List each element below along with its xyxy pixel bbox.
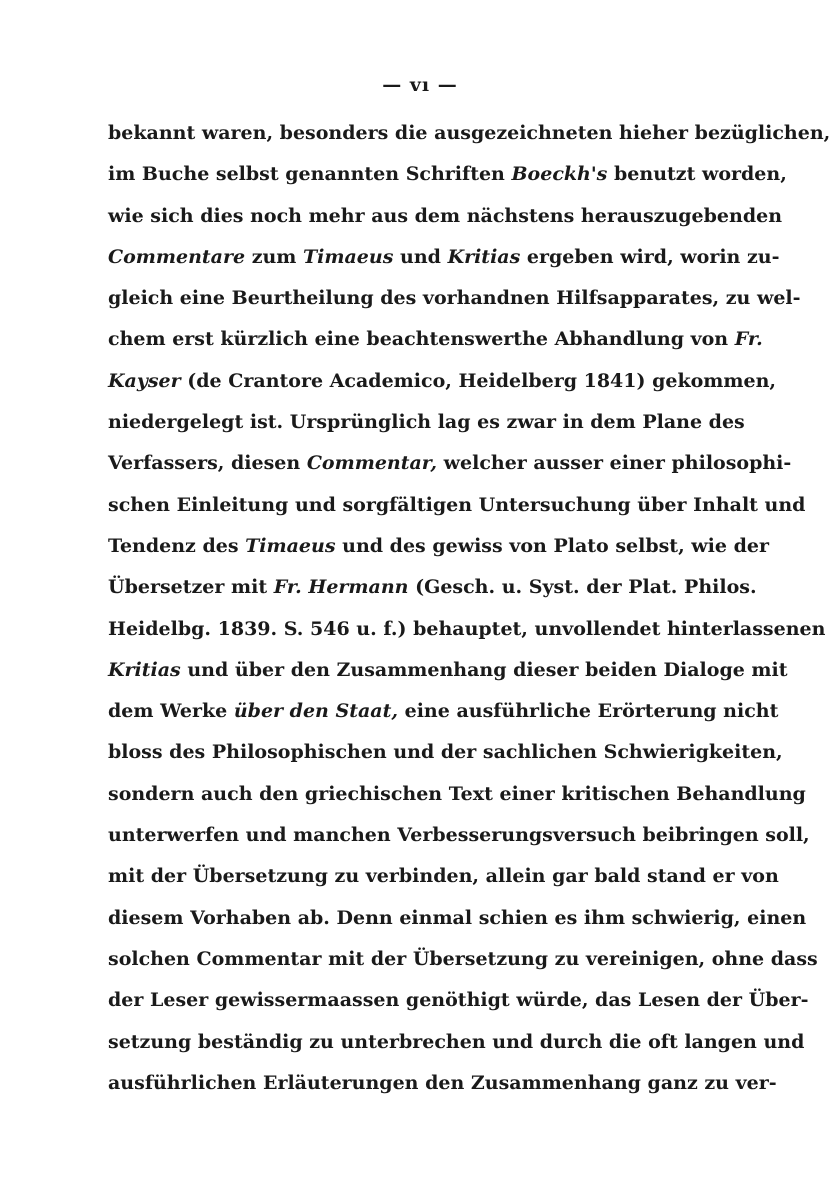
text-line: bloss des Philosophischen und der sachlichen Schwierigkeiten, [108, 741, 783, 764]
italic-phrase: Fr. Hermann [273, 576, 409, 599]
text-line: schen Einleitung und sorgfältigen Untersuchung über Inhalt und [108, 493, 806, 516]
text-line: Kritias und über den Zusammenhang dieser beiden Dialoge mit [108, 658, 788, 681]
text-line: sondern auch den griechischen Text einer kritischen Behandlung [108, 782, 806, 805]
text-line: bekannt waren, besonders die ausgezeichneten hieher bezüglichen, [108, 122, 831, 144]
text-line: mit der Übersetzung zu verbinden, allein gar bald stand er von [108, 865, 779, 888]
text-line: ausführlichen Erläuterungen den Zusammenhang ganz zu ver- [108, 1071, 777, 1094]
page-number: — vı — [382, 74, 458, 96]
text-line: niedergelegt ist. Ursprünglich lag es zwar in dem Plane des [108, 411, 745, 434]
italic-phrase: Fr. [734, 328, 763, 351]
text-line: unterwerfen und manchen Verbesserungsversuch beibringen soll, [108, 824, 810, 847]
italic-phrase: Boeckh's [511, 163, 608, 186]
text-line: Tendenz des Timaeus und des gewiss von Plato selbst, wie der [108, 534, 769, 557]
italic-phrase: Timaeus [303, 245, 394, 268]
text-line: Heidelbg. 1839. S. 546 u. f.) behauptet, unvollendet hinterlassenen [108, 617, 826, 640]
italic-phrase: Commentar, [306, 452, 438, 475]
italic-phrase: Kritias [108, 658, 181, 681]
text-line: chem erst kürzlich eine beachtenswerthe Abhandlung von Fr. [108, 328, 763, 351]
italic-phrase: Timaeus [245, 534, 336, 557]
italic-phrase: Kayser [108, 369, 181, 392]
text-line: dem Werke über den Staat, eine ausführliche Erörterung nicht [108, 700, 779, 723]
text-line: Commentare zum Timaeus und Kritias ergeben wird, worin zu- [108, 245, 780, 268]
body-text [108, 113, 831, 1104]
text-line: gleich eine Beurtheilung des vorhandnen Hilfsapparates, zu wel- [108, 287, 801, 310]
text-line: setzung beständig zu unterbrechen und durch die oft langen und [108, 1030, 805, 1053]
text-line: Kayser (de Crantore Academico, Heidelberg 1841) gekommen, [108, 369, 777, 392]
italic-phrase: Kritias [447, 245, 521, 268]
text-line: Übersetzer mit Fr. Hermann (Gesch. u. Syst. der Plat. Philos. [108, 576, 757, 599]
italic-phrase: Commentare [108, 245, 246, 268]
text-line: wie sich dies noch mehr aus dem nächstens herauszugebenden [108, 204, 783, 227]
text-line: Verfassers, diesen Commentar, welcher ausser einer philosophi- [108, 452, 792, 475]
text-line: im Buche selbst genannten Schriften Boeckh's benutzt worden, [108, 163, 787, 186]
text-line: diesem Vorhaben ab. Denn einmal schien es ihm schwierig, einen [108, 906, 807, 929]
text-line: solchen Commentar mit der Übersetzung zu vereinigen, ohne dass [108, 947, 818, 970]
italic-phrase: über den Staat, [233, 700, 398, 723]
text-line: der Leser gewissermaassen genöthigt würde, das Lesen der Über- [108, 989, 809, 1012]
